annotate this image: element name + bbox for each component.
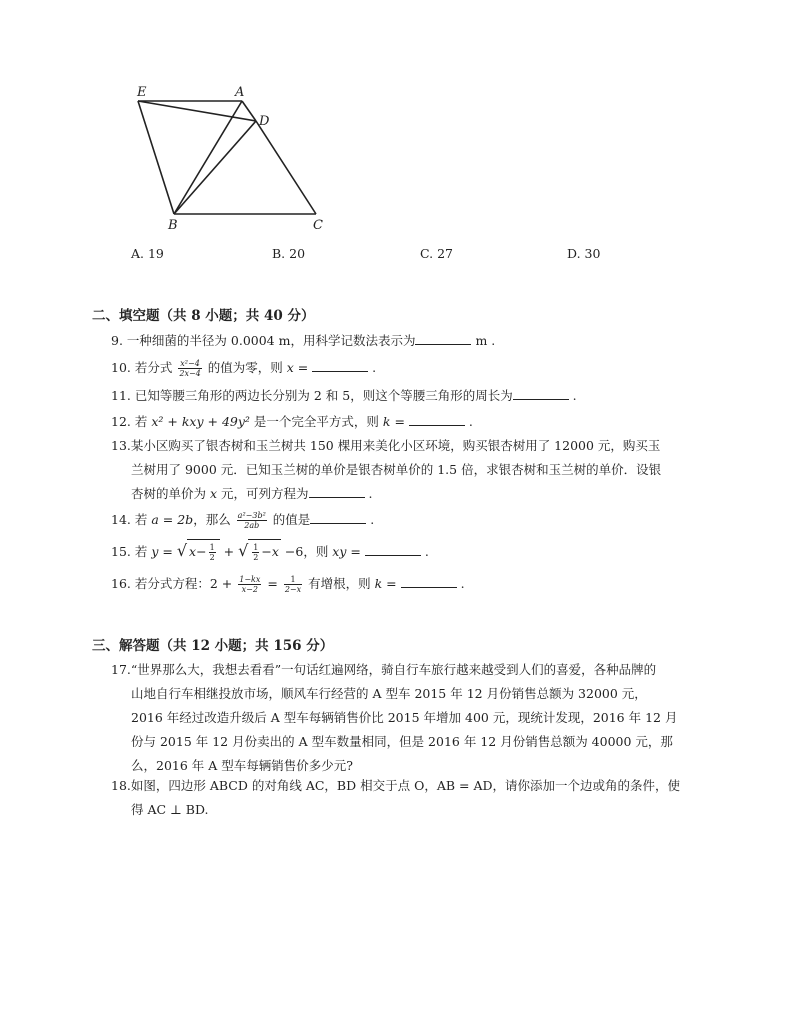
segment-EB bbox=[138, 101, 174, 214]
segment-AB bbox=[174, 101, 242, 214]
question-line: “世界那么大，我想去看看”一句话红遍网络，骑自行车旅行越来越受到人们的喜爱，各种品牌的 bbox=[130, 662, 657, 677]
question-text-tail: . bbox=[420, 544, 429, 559]
radical-2 bbox=[248, 539, 281, 564]
question-line: 得 AC ⊥ BD. bbox=[131, 802, 209, 817]
fraction bbox=[178, 359, 201, 378]
denominator: 2x−4 bbox=[179, 369, 201, 378]
numerator: a²−3b² bbox=[237, 511, 266, 520]
question-text-tail: . bbox=[364, 486, 373, 501]
question-line: 如图，四边形 ABCD 的对角线 AC，BD 相交于点 O，AB = AD，请你添加一个边或角的条件，使 bbox=[130, 778, 681, 793]
equals: = bbox=[346, 544, 365, 559]
radical-1 bbox=[187, 539, 220, 564]
choice-c: C. 27 bbox=[420, 246, 453, 261]
question-number: 15. bbox=[111, 544, 131, 559]
question-11 bbox=[111, 384, 711, 408]
denominator: 2 bbox=[253, 553, 259, 562]
question-number: 12. bbox=[111, 414, 131, 429]
question-text: 一种细菌的半径为 0.0004 m，用科学记数法表示为 bbox=[126, 333, 416, 348]
label-D: D bbox=[259, 114, 270, 129]
denominator: 2−x bbox=[284, 585, 302, 594]
question-text-mid: ，那么 bbox=[193, 512, 235, 527]
variable: k bbox=[382, 414, 391, 429]
question-13 bbox=[111, 434, 711, 506]
expression: y = bbox=[151, 544, 177, 559]
question-text-mid: 的值是 bbox=[268, 512, 311, 527]
equals: = bbox=[263, 576, 282, 591]
denominator: 2ab bbox=[244, 521, 260, 530]
section-3-title: 三、解答题（共 12 小题；共 156 分） bbox=[92, 638, 334, 654]
answer-blank[interactable] bbox=[513, 385, 569, 400]
numerator: 1 bbox=[284, 575, 302, 585]
segment-ED bbox=[138, 101, 256, 121]
denominator: x−2 bbox=[241, 585, 258, 594]
question-number: 17. bbox=[111, 662, 131, 677]
sqrt-icon: √ bbox=[238, 541, 249, 560]
question-line: 么，2016 年 A 型车每辆销售价多少元? bbox=[131, 758, 353, 773]
question-text-mid: 有增根，则 bbox=[304, 576, 375, 591]
question-line: 2016 年经过改造升级后 A 型车每辆销售价比 2015 年增加 400 元，现统计发现，2016 年 12 月 bbox=[131, 710, 678, 725]
label-B: B bbox=[168, 218, 178, 233]
question-number: 10. bbox=[111, 360, 131, 375]
segment-AD bbox=[242, 101, 256, 121]
question-text-tail: . bbox=[456, 576, 465, 591]
question-text: 若 bbox=[134, 544, 152, 559]
variable: xy bbox=[332, 544, 347, 559]
question-text: 若 bbox=[134, 414, 152, 429]
answer-blank[interactable] bbox=[415, 330, 471, 345]
question-line: 山地自行车相继投放市场，顺风车行经营的 A 型车 2015 年 12 月份销售总额为 32000 元， bbox=[131, 686, 647, 701]
question-text-mid: 元，可列方程为 bbox=[217, 486, 309, 501]
question-text: 若 bbox=[134, 512, 152, 527]
numerator: 1 bbox=[253, 543, 259, 552]
question-text-mid: 是一个完全平方式，则 bbox=[249, 414, 383, 429]
answer-blank[interactable] bbox=[365, 541, 421, 556]
fraction bbox=[209, 543, 216, 562]
question-text-tail: m . bbox=[471, 333, 496, 348]
label-E: E bbox=[137, 85, 147, 100]
question-14 bbox=[111, 508, 711, 532]
numerator: 1−kx bbox=[239, 575, 261, 584]
question-10 bbox=[111, 356, 711, 380]
fraction bbox=[284, 575, 302, 594]
question-9 bbox=[111, 329, 711, 353]
geometry-figure bbox=[128, 82, 338, 234]
question-text: 若分式方程：2 + bbox=[134, 576, 237, 591]
fraction bbox=[237, 511, 267, 530]
expression: a = 2b bbox=[151, 512, 194, 527]
question-number: 11. bbox=[111, 388, 131, 403]
choice-b: B. 20 bbox=[272, 246, 306, 261]
question-number: 14. bbox=[111, 512, 131, 527]
expression: x² + kxy + 49y² bbox=[151, 414, 250, 429]
radicand: x− bbox=[189, 544, 207, 559]
question-text-tail: . bbox=[366, 512, 375, 527]
question-number: 18. bbox=[111, 778, 131, 793]
equals: = bbox=[390, 414, 409, 429]
question-number: 9. bbox=[111, 333, 123, 348]
question-17 bbox=[111, 658, 711, 778]
question-18 bbox=[111, 774, 711, 822]
question-text-mid: 的值为零，则 bbox=[203, 360, 287, 375]
question-line: 某小区购买了银杏树和玉兰树共 150 棵用来美化小区环境，购买银杏树用了 12000 元，购买玉 bbox=[130, 438, 661, 453]
question-text-tail: . bbox=[568, 388, 577, 403]
quadrilateral-diagram bbox=[128, 82, 338, 234]
answer-choices bbox=[0, 246, 794, 264]
question-number: 13. bbox=[111, 438, 131, 453]
answer-blank[interactable] bbox=[409, 411, 465, 426]
operator: + bbox=[219, 544, 239, 559]
label-A: A bbox=[235, 85, 245, 100]
variable: k bbox=[374, 576, 383, 591]
label-C: C bbox=[313, 218, 323, 233]
answer-blank[interactable] bbox=[309, 483, 365, 498]
question-text: 若分式 bbox=[134, 360, 177, 375]
question-12 bbox=[111, 410, 711, 434]
radicand: −x bbox=[261, 544, 279, 559]
numerator: x²−4 bbox=[180, 359, 200, 368]
question-text: 已知等腰三角形的两边长分别为 2 和 5，则这个等腰三角形的周长为 bbox=[134, 388, 513, 403]
segment-DB bbox=[174, 121, 256, 214]
question-15 bbox=[111, 539, 711, 564]
question-number: 16. bbox=[111, 576, 131, 591]
denominator: 2 bbox=[209, 553, 215, 562]
question-text-tail: . bbox=[368, 360, 377, 375]
question-line: 杏树的单价为 bbox=[131, 486, 210, 501]
variable: x bbox=[209, 486, 218, 501]
fraction bbox=[238, 575, 261, 594]
variable: x bbox=[286, 360, 294, 375]
question-text-mid: −6，则 bbox=[280, 544, 333, 559]
sqrt-icon: √ bbox=[176, 541, 188, 560]
question-text-tail: . bbox=[464, 414, 473, 429]
choice-a: A. 19 bbox=[131, 246, 164, 261]
question-16 bbox=[111, 572, 711, 596]
equals: = bbox=[293, 360, 313, 375]
equals: = bbox=[382, 576, 401, 591]
question-line: 兰树用了 9000 元．已知玉兰树的单价是银杏树单价的 1.5 倍，求银杏树和玉兰树的单价．设银 bbox=[131, 462, 662, 477]
section-2-title: 二、填空题（共 8 小题；共 40 分） bbox=[92, 308, 315, 324]
fraction bbox=[252, 543, 259, 562]
answer-blank[interactable] bbox=[401, 573, 457, 588]
choice-d: D. 30 bbox=[567, 246, 601, 261]
answer-blank[interactable] bbox=[310, 509, 366, 524]
answer-blank[interactable] bbox=[312, 357, 368, 372]
question-line: 份与 2015 年 12 月份卖出的 A 型车数量相同，但是 2016 年 12 月份销售总额为 40000 元，那 bbox=[131, 734, 673, 749]
numerator: 1 bbox=[209, 543, 215, 552]
segment-DC bbox=[256, 121, 316, 214]
